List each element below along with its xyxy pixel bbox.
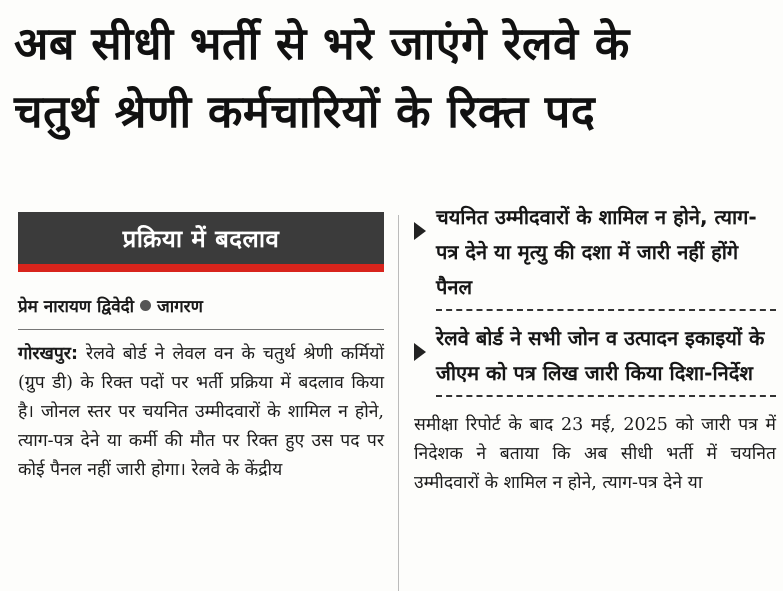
byline xyxy=(18,294,384,317)
dateline: गोरखपुर: xyxy=(18,344,78,364)
author-name: प्रेम नारायण द्विवेदी xyxy=(18,297,135,317)
dashed-divider xyxy=(436,395,776,397)
headline xyxy=(14,10,774,146)
headline-line-2: चतुर्थ श्रेणी कर्मचारियों के रिक्त पद xyxy=(14,85,596,138)
source-name: जागरण xyxy=(157,297,203,317)
highlight-item xyxy=(414,321,776,391)
section-heading-bar xyxy=(18,212,384,272)
headline-line-1: अब सीधी भर्ती से भरे जाएंगे रेलवे के xyxy=(14,17,630,70)
left-column xyxy=(18,212,384,485)
section-heading-label: प्रक्रिया में बदलाव xyxy=(122,224,280,253)
bullet-dot-icon xyxy=(140,300,151,311)
article-text-left: रेलवे बोर्ड ने लेवल वन के चतुर्थ श्रेणी कर्मियों (ग्रुप डी) के रिक्त पदों पर भर्ती प्रक्रिया में बदलाव किया है। जोनल स्तर पर चयनित उम्मीदवारों के शामिल न होने, त्याग-पत्र देने या कर्मी की मौत पर रिक्त हुए उस पद पर कोई पैनल नहीं जारी होगा। रेलवे के केंद्रीय xyxy=(18,344,384,480)
column-separator xyxy=(398,215,399,591)
highlight-text: चयनित उम्मीदवारों के शामिल न होने, त्याग-पत्र देने या मृत्यु की दशा में जारी नहीं होंगे पैनल xyxy=(436,205,757,299)
triangle-bullet-icon xyxy=(414,343,426,361)
highlight-text: रेलवे बोर्ड ने सभी जोन व उत्पादन इकाइयों के जीएम को पत्र लिख जारी किया दिशा-निर्देश xyxy=(436,326,765,385)
article-body-right: समीक्षा रिपोर्ट के बाद 23 मई, 2025 को जारी पत्र में निदेशक ने बताया कि अब सीधी भर्ती में चयनित उम्मीदवारों के शामिल न होने, त्याग-पत्र देने या xyxy=(414,415,776,493)
right-column xyxy=(414,200,776,498)
dashed-divider xyxy=(436,309,776,311)
highlight-item xyxy=(414,200,776,305)
triangle-bullet-icon xyxy=(414,222,426,240)
divider xyxy=(18,329,384,330)
article-body-left xyxy=(18,340,384,485)
